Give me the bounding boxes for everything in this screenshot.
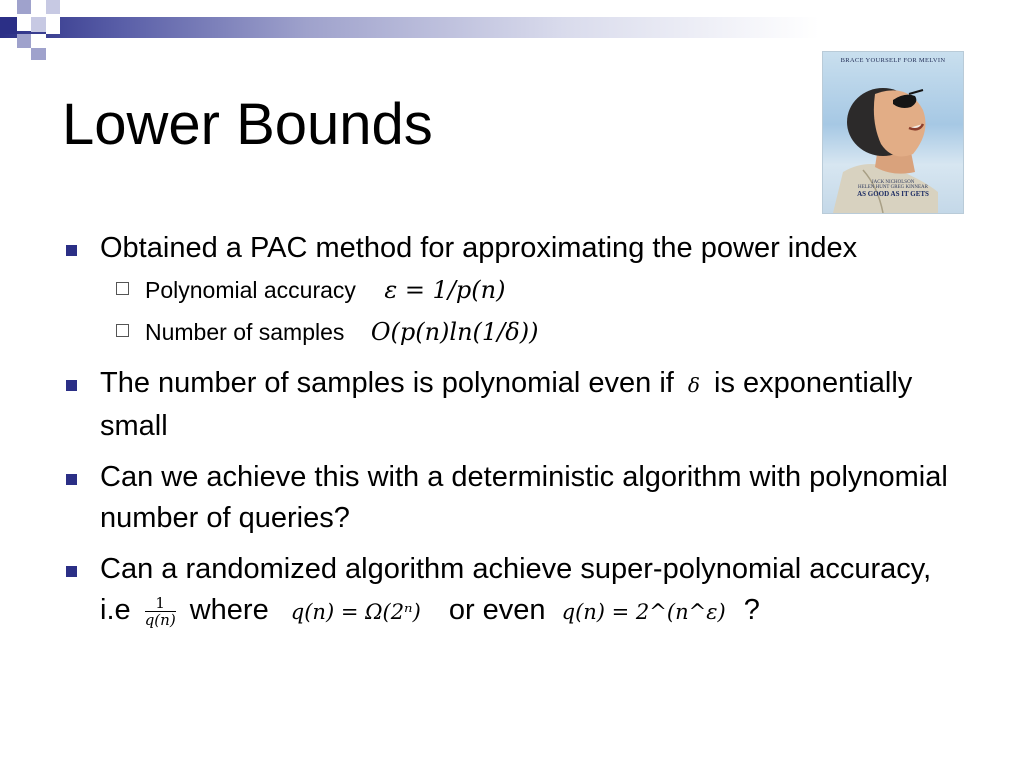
sub-bullet-item bbox=[62, 269, 962, 311]
poster-cast-line2: HELEN HUNT GREG KINNEAR bbox=[857, 185, 929, 190]
bullet-item bbox=[62, 228, 962, 269]
bullet-square-icon bbox=[66, 245, 77, 256]
poster-title: AS GOOD AS IT GETS bbox=[857, 190, 929, 198]
bullet-square-icon bbox=[66, 380, 77, 391]
bullet-square-icon bbox=[66, 474, 77, 485]
math-expression: ε = 1/p(n) bbox=[384, 276, 506, 304]
bullet-text: Can a randomized algorithm achieve super-polynomial accuracy, i.e bbox=[100, 553, 932, 626]
math-expression: q(n) = Ω(2ⁿ) bbox=[290, 600, 421, 624]
poster-cast-line1: JACK NICHOLSON bbox=[871, 180, 915, 185]
deco-square bbox=[0, 17, 17, 34]
slide-title: Lower Bounds bbox=[62, 92, 433, 157]
deco-square bbox=[0, 0, 17, 17]
bullet-text: ? bbox=[743, 594, 760, 626]
bullet-text: The number of samples is polynomial even if bbox=[100, 367, 674, 399]
sub-bullet-label: Polynomial accuracy bbox=[145, 277, 356, 303]
deco-square bbox=[31, 48, 46, 60]
math-expression: O(p(n)ln(1/δ)) bbox=[370, 318, 539, 346]
math-delta: δ bbox=[687, 373, 700, 397]
bullet-text: Can we achieve this with a deterministic algorithm with polynomial number of queries? bbox=[100, 461, 948, 534]
sub-bullet-label: Number of samples bbox=[145, 319, 345, 345]
bullet-item bbox=[62, 549, 962, 633]
bullet-text: or even bbox=[448, 594, 546, 626]
bullet-square-icon bbox=[66, 566, 77, 577]
poster-tagline: BRACE YOURSELF FOR MELVIN bbox=[840, 57, 946, 64]
fraction-denominator: q(n) bbox=[144, 610, 176, 629]
fraction-numerator: 1 bbox=[145, 595, 176, 612]
deco-square bbox=[31, 17, 46, 32]
bullet-text: is exponentially small bbox=[100, 367, 913, 442]
bullet-text: where bbox=[189, 594, 269, 626]
slide-body bbox=[62, 228, 962, 633]
header-gradient-bar bbox=[0, 17, 1024, 38]
hollow-square-bullet-icon bbox=[116, 282, 129, 295]
bullet-text: Obtained a PAC method for approximating the power index bbox=[100, 232, 858, 264]
math-fraction bbox=[145, 595, 176, 628]
math-expression: q(n) = 2^(n^ε) bbox=[561, 600, 726, 624]
deco-square bbox=[46, 0, 60, 14]
hollow-square-bullet-icon bbox=[116, 324, 129, 337]
deco-square bbox=[17, 0, 31, 14]
deco-square bbox=[46, 17, 60, 34]
bullet-item bbox=[62, 457, 962, 539]
movie-poster-image bbox=[822, 51, 964, 214]
deco-square bbox=[17, 17, 31, 31]
deco-square bbox=[17, 34, 31, 48]
poster-cast bbox=[823, 180, 963, 190]
deco-square bbox=[31, 34, 46, 48]
sub-bullet-item bbox=[62, 311, 962, 353]
bullet-item bbox=[62, 363, 962, 447]
